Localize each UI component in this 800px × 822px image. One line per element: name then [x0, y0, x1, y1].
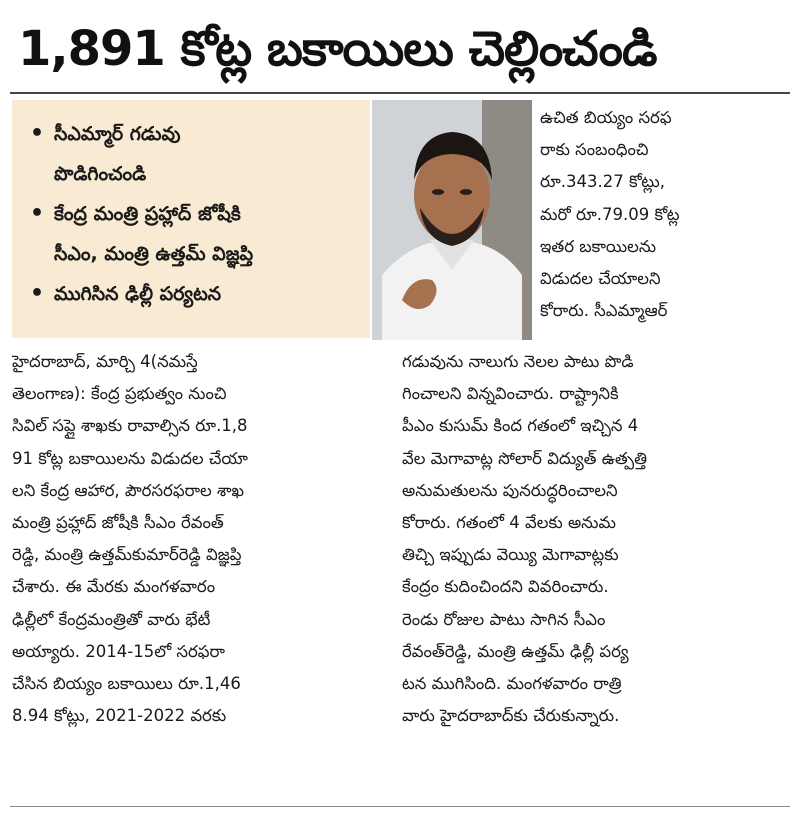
highlights-box: [12, 100, 370, 338]
text-line: చేసిన బియ్యం బకాయిలు రూ.1,46: [12, 674, 241, 694]
highlight-item: [30, 194, 362, 234]
text-line: 91 కోట్ల బకాయిలను విడుదల చేయా: [12, 448, 248, 468]
text-line: అనుమతులను పునరుద్ధరించాలని: [402, 480, 618, 500]
highlight-text: కేంద్ర మంత్రి ప్రహ్లాద్ జోషీకి: [54, 203, 241, 225]
text-line: కోరారు. సీఎమ్మాఆర్: [540, 301, 668, 321]
text-line: రేవంత్‌రెడ్డి, మంత్రి ఉత్తమ్ ఢిల్లీ పర్య: [402, 641, 629, 661]
text-line: అయ్యారు. 2014-15లో సరఫరా: [12, 641, 225, 661]
text-line: రాకు సంబంధించి: [540, 140, 649, 160]
highlight-text: సీఎమ్మార్ గడువు: [54, 123, 181, 145]
text-line: తెలంగాణ): కేంద్ర ప్రభుత్వం నుంచి: [12, 384, 227, 404]
text-line: గడువును నాలుగు నెలల పాటు పొడి: [402, 352, 634, 371]
text-line: రెడ్డి, మంత్రి ఉత్తమ్‌కుమార్‌రెడ్డి విజ్ఞప్తి: [12, 545, 242, 565]
text-line: లని కేంద్ర ఆహార, పౌరసరఫరాల శాఖ: [12, 480, 244, 500]
highlight-item: [30, 114, 362, 154]
headline-rule: [10, 92, 790, 94]
text-line: టన ముగిసింది. మంగళవారం రాత్రి: [402, 674, 622, 694]
text-line: ఢిల్లీలో కేంద్రమంత్రితో వారు భేటీ: [12, 609, 211, 629]
text-line: విడుదల చేయాలని: [540, 269, 661, 289]
person-photo-icon: [372, 100, 532, 340]
highlight-item: [30, 274, 362, 314]
highlight-text: పొడిగించండి: [54, 163, 147, 185]
text-line: మంత్రి ప్రహ్లాద్ జోషీకి సీఎం రేవంత్: [12, 513, 224, 533]
text-line: వారు హైదరాబాద్‌కు చేరుకున్నారు.: [402, 706, 620, 726]
text-line: రెండు రోజుల పాటు సాగిన సీఎం: [402, 609, 606, 629]
highlight-item: [30, 154, 362, 194]
text-line: గించాలని విన్నవించారు. రాష్ట్రానికి: [402, 384, 619, 404]
text-line: హైదరాబాద్, మార్చి 4(నమస్తే: [12, 352, 198, 371]
text-line: ఇతర బకాయిలను: [540, 236, 657, 256]
cm-photo: [372, 100, 532, 340]
highlight-text: ముగిసిన ఢిల్లీ పర్యటన: [54, 283, 222, 305]
bottom-rule: [10, 806, 790, 807]
text-line: కోరారు. గతంలో 4 వేలకు అనుమ: [402, 513, 616, 533]
text-line: చేశారు. ఈ మేరకు మంగళవారం: [12, 577, 216, 597]
text-line: వేల మెగావాట్ల సోలార్ విద్యుత్ ఉత్పత్తి: [402, 448, 647, 468]
highlights-list: [12, 100, 370, 314]
bullet-icon: •: [30, 281, 45, 306]
text-line: ఉచిత బియ్యం సరఫ: [540, 108, 672, 127]
bullet-icon: •: [30, 201, 45, 226]
text-line: తిచ్చి ఇప్పుడు వెయ్యి మెగావాట్లకు: [402, 545, 619, 565]
article-column-right-lower: [402, 346, 787, 732]
text-line: సివిల్ సప్లై శాఖకు రావాల్సిన రూ.1,8: [12, 416, 248, 436]
article-column-right-upper: [540, 102, 790, 327]
highlight-item: [30, 234, 362, 274]
text-line: రూ.343.27 కోట్లు,: [540, 172, 665, 192]
bullet-icon: •: [30, 121, 45, 146]
text-line: పీఎం కుసుమ్ కింద గతంలో ఇచ్చిన 4: [402, 416, 639, 436]
highlight-text: సీఎం, మంత్రి ఉత్తమ్ విజ్ఞప్తి: [54, 243, 254, 265]
text-line: కేంద్రం కుదించిందని వివరించారు.: [402, 577, 609, 597]
text-line: 8.94 కోట్లు, 2021-2022 వరకు: [12, 706, 227, 726]
text-line: మరో రూ.79.09 కోట్ల: [540, 204, 680, 224]
headline: 1,891 కోట్ల బకాయిలు చెల్లించండి: [18, 21, 657, 77]
article-column-left: [12, 346, 382, 732]
